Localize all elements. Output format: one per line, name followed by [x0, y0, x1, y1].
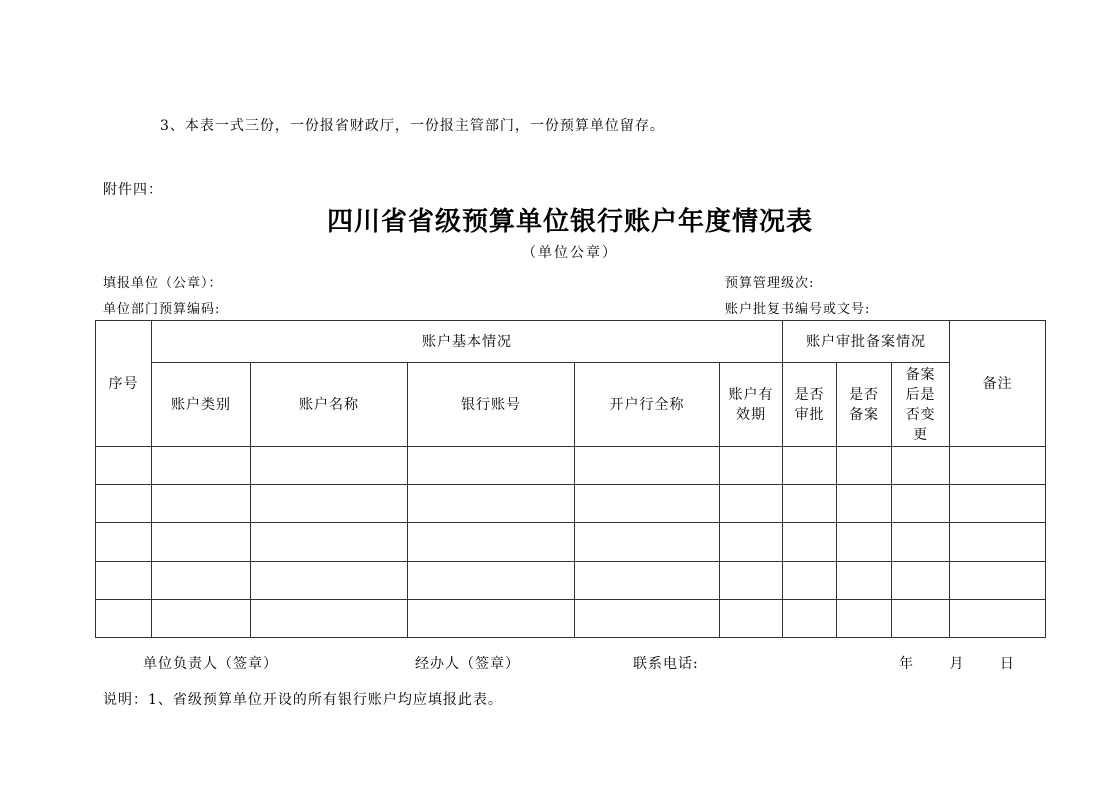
table-row — [96, 600, 1046, 638]
footnote-1: 说明：1、省级预算单位开设的所有银行账户均应填报此表。 — [103, 692, 503, 708]
table-row — [96, 523, 1046, 562]
contact-phone-label: 联系电话: — [633, 656, 699, 672]
header-account-number: 银行账号 — [408, 363, 575, 447]
page-subtitle: （单位公章） — [522, 245, 618, 261]
header-validity: 账户有效期 — [720, 363, 783, 447]
header-account-name: 账户名称 — [251, 363, 408, 447]
note-3: 3、本表一式三份，一份报省财政厅，一份报主管部门，一份预算单位留存。 — [160, 118, 665, 134]
header-bank-name: 开户行全称 — [575, 363, 720, 447]
header-seq: 序号 — [96, 321, 152, 447]
budget-mgmt-level-label: 预算管理级次: — [725, 276, 815, 291]
header-basic-info: 账户基本情况 — [152, 321, 783, 363]
header-remarks: 备注 — [950, 321, 1046, 447]
page-title: 四川省省级预算单位银行账户年度情况表 — [326, 207, 813, 237]
date-label: 年 月 日 — [899, 656, 1015, 672]
header-filed: 是否备案 — [837, 363, 892, 447]
table-row — [96, 562, 1046, 600]
table-row — [96, 447, 1046, 485]
header-row-2 — [96, 363, 1046, 447]
attachment-label: 附件四： — [103, 182, 163, 198]
header-changed: 备案后是否变更 — [892, 363, 950, 447]
header-row-1 — [96, 321, 1046, 363]
account-table — [95, 320, 1046, 638]
unit-head-signature-label: 单位负责人（签章） — [143, 656, 278, 672]
header-approved: 是否审批 — [783, 363, 837, 447]
dept-budget-code-label: 单位部门预算编码: — [103, 302, 221, 317]
header-account-type: 账户类别 — [152, 363, 251, 447]
reporting-unit-label: 填报单位（公章）： — [103, 276, 223, 291]
table-row — [96, 485, 1046, 523]
approval-doc-number-label: 账户批复书编号或文号: — [725, 302, 871, 317]
handler-signature-label: 经办人（签章） — [415, 656, 520, 672]
header-approval-info: 账户审批备案情况 — [783, 321, 950, 363]
